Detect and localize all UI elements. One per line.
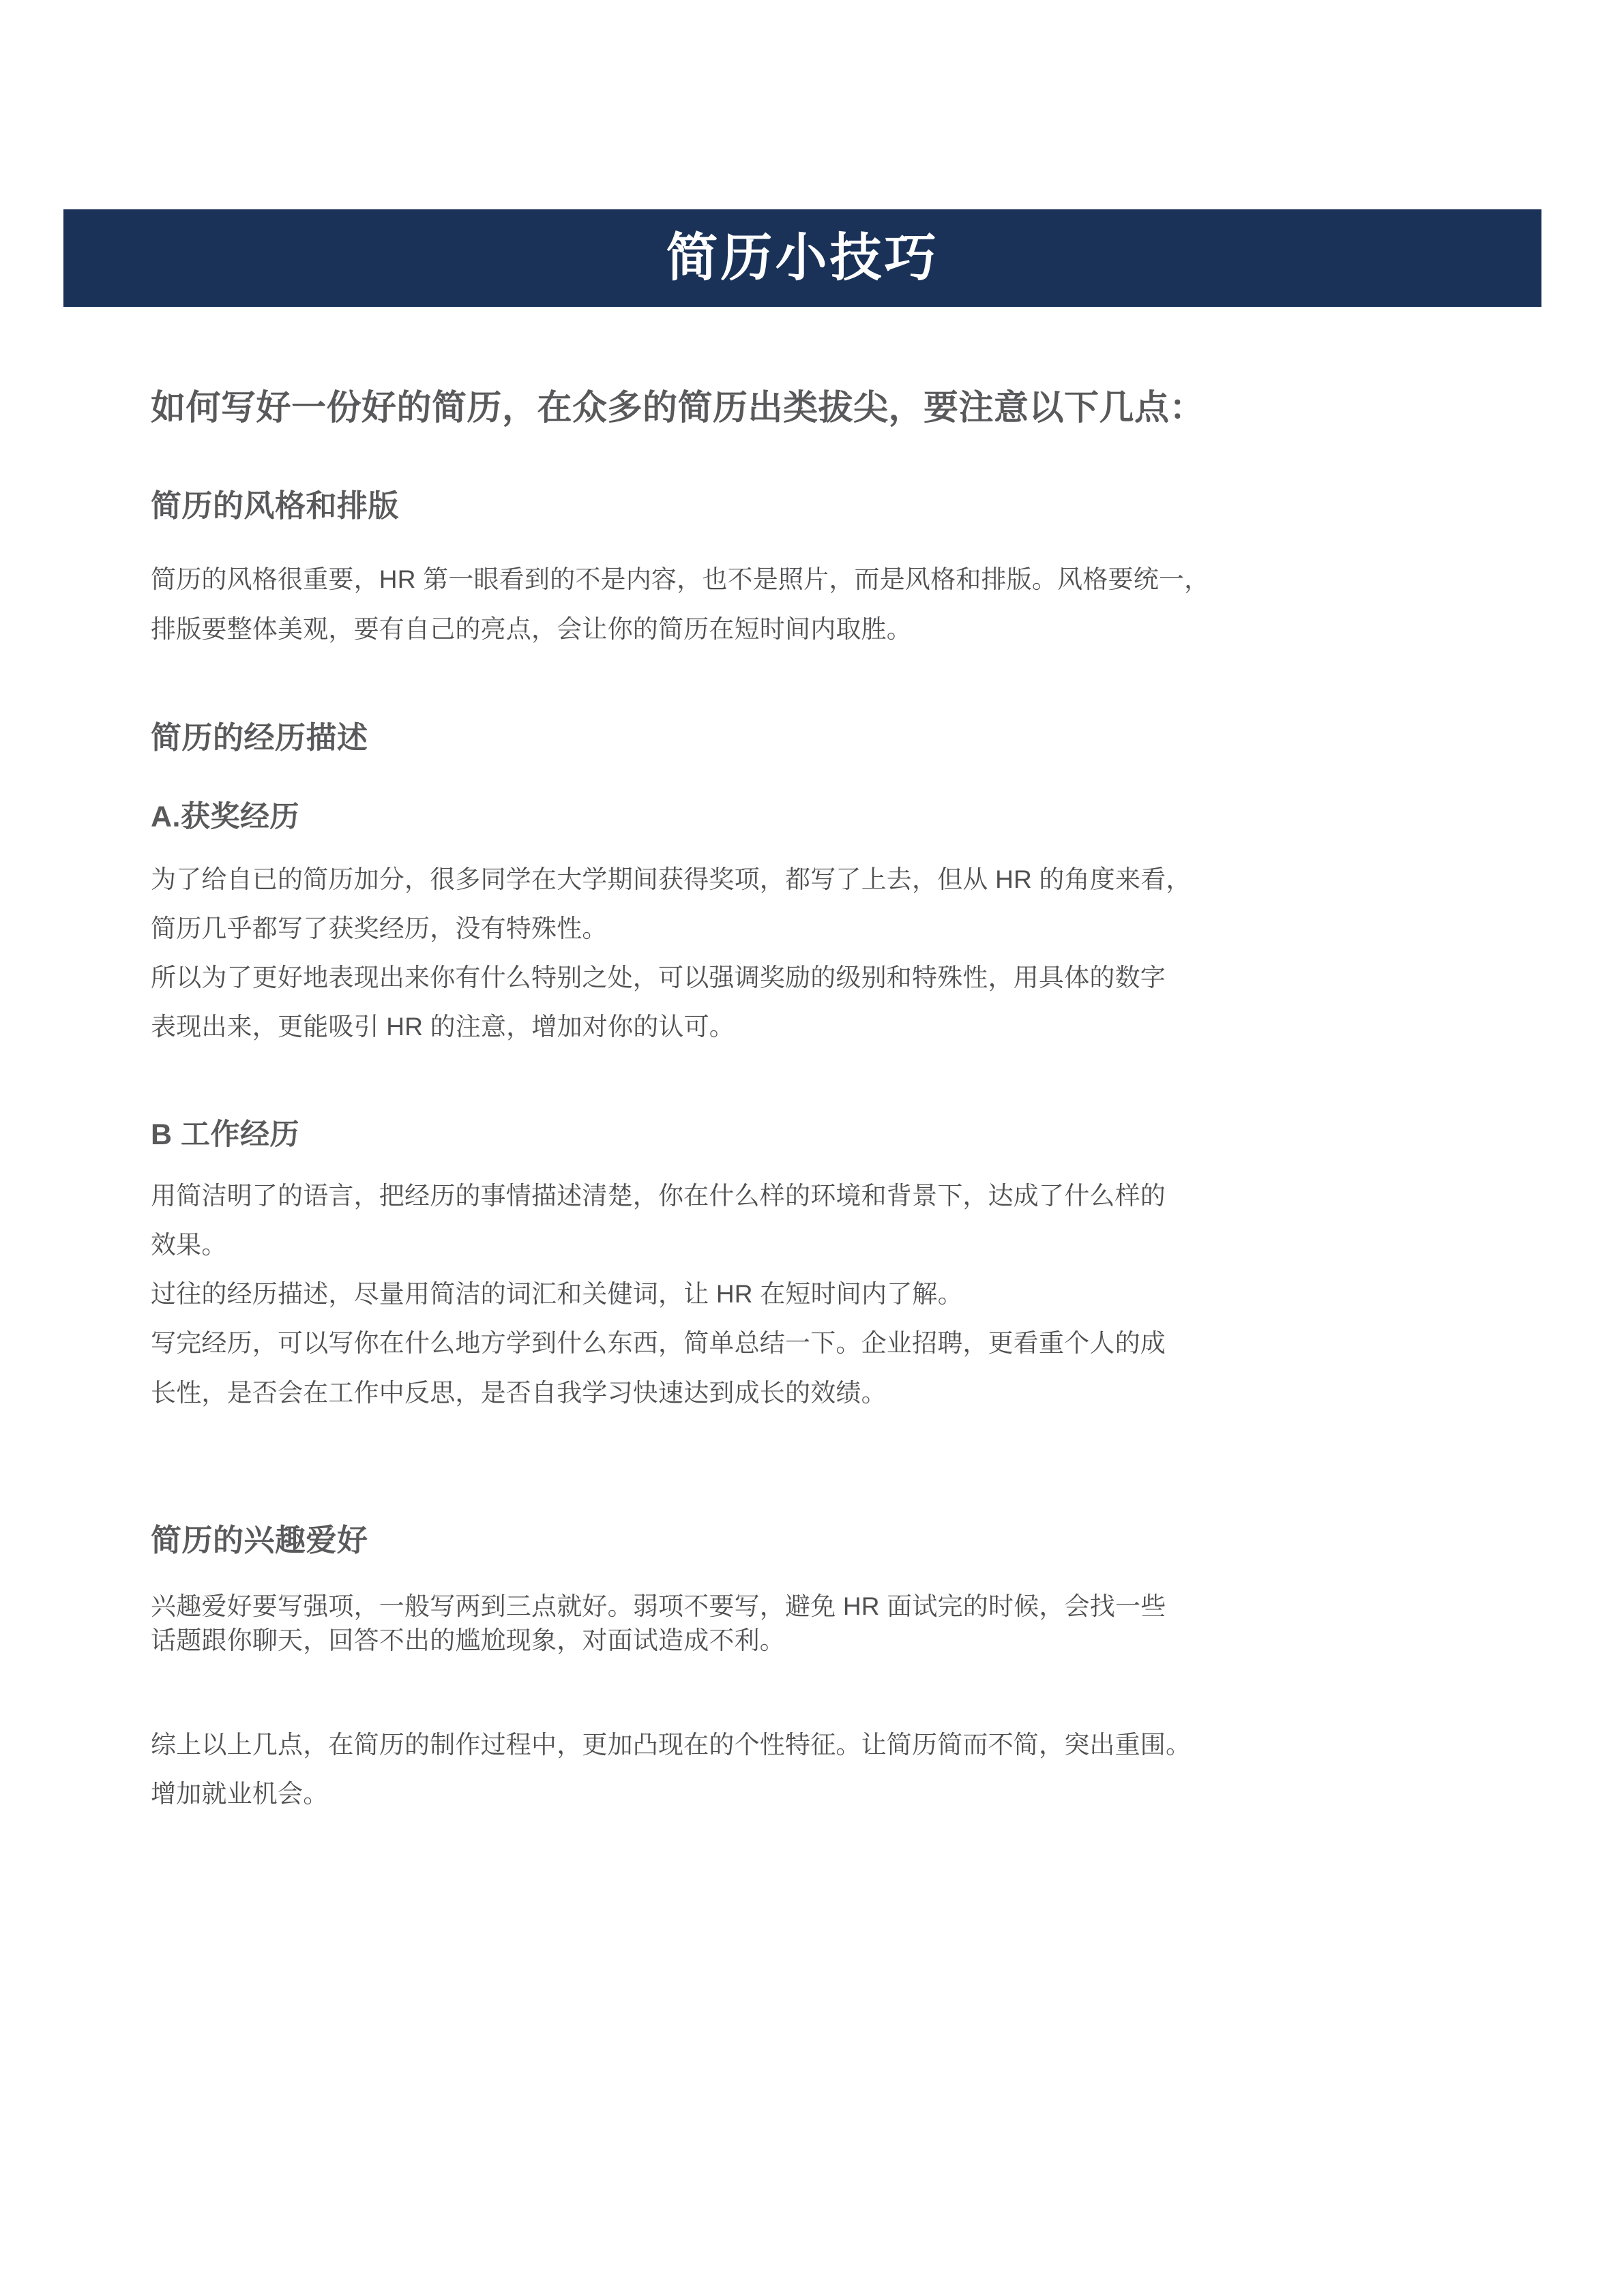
section-heading-experience: 简历的经历描述: [151, 719, 368, 755]
paragraph-line: 表现出来，更能吸引 HR 的注意，增加对你的认可。: [151, 1013, 735, 1041]
paragraph-work-1: [151, 1172, 1521, 1270]
paragraph-line: 过往的经历描述，尽量用简洁的词汇和关健词，让 HR 在短时间内了解。: [151, 1280, 963, 1309]
paragraph-line: 排版要整体美观，要有自己的亮点，会让你的简历在短时间内取胜。: [151, 614, 912, 643]
paragraph-line: 写完经历，可以写你在什么地方学到什么东西，简单总结一下。企业招聘，更看重个人的成: [151, 1329, 1166, 1358]
paragraph-awards-1: [151, 855, 1521, 953]
sub-heading-awards: A.获奖经历: [151, 800, 299, 833]
paragraph-line: 长性，是否会在工作中反思，是否自我学习快速达到成长的效绩。: [151, 1378, 887, 1407]
section-heading-style: 简历的风格和排版: [151, 488, 400, 524]
document-body: [63, 387, 1541, 1819]
section-heading-hobbies: 简历的兴趣爱好: [151, 1522, 368, 1557]
paragraph-line: 为了给自已的简历加分，很多同学在大学期间获得奖项，都写了上去，但从 HR 的角度来看，: [151, 865, 1192, 893]
paragraph-line: 简历几乎都写了获奖经历，没有特殊性。: [151, 914, 608, 942]
paragraph-line: 所以为了更好地表现出来你有什么特别之处，可以强调奖励的级别和特殊性，用具体的数字: [151, 964, 1166, 992]
title-banner: [63, 209, 1541, 307]
page-title: 简历小技巧: [666, 228, 939, 287]
paragraph-line: 效果。: [151, 1231, 227, 1259]
document-content: [63, 209, 1541, 1819]
paragraph-awards-2: [151, 953, 1521, 1052]
paragraph-work-2: [151, 1270, 1521, 1319]
paragraph-line: 用简洁明了的语言，把经历的事情描述清楚，你在什么样的环境和背景下，达成了什么样的: [151, 1182, 1166, 1210]
paragraph-style: [151, 555, 1521, 653]
sub-heading-work: B 工作经历: [151, 1118, 299, 1152]
paragraph-line: 简历的风格很重要，HR 第一眼看到的不是内容，也不是照片，而是风格和排版。风格要统一，: [151, 565, 1210, 594]
paragraph-line: 增加就业机会。: [151, 1780, 329, 1808]
paragraph-line: 兴趣爱好要写强项，一般写两到三点就好。弱项不要写，避免 HR 面试完的时候，会找一些: [151, 1592, 1166, 1620]
lead-heading: 如何写好一份好的简历，在众多的简历出类拔尖，要注意以下几点：: [151, 388, 1205, 427]
paragraph-work-3: [151, 1319, 1521, 1417]
paragraph-hobbies: [151, 1590, 1521, 1658]
paragraph-closing: [151, 1720, 1521, 1819]
paragraph-line: 综上以上几点，在简历的制作过程中，更加凸现在的个性特征。让简历简而不简，突出重围。: [151, 1730, 1192, 1759]
paragraph-line: 话题跟你聊天，回答不出的尴尬现象，对面试造成不利。: [151, 1626, 785, 1654]
